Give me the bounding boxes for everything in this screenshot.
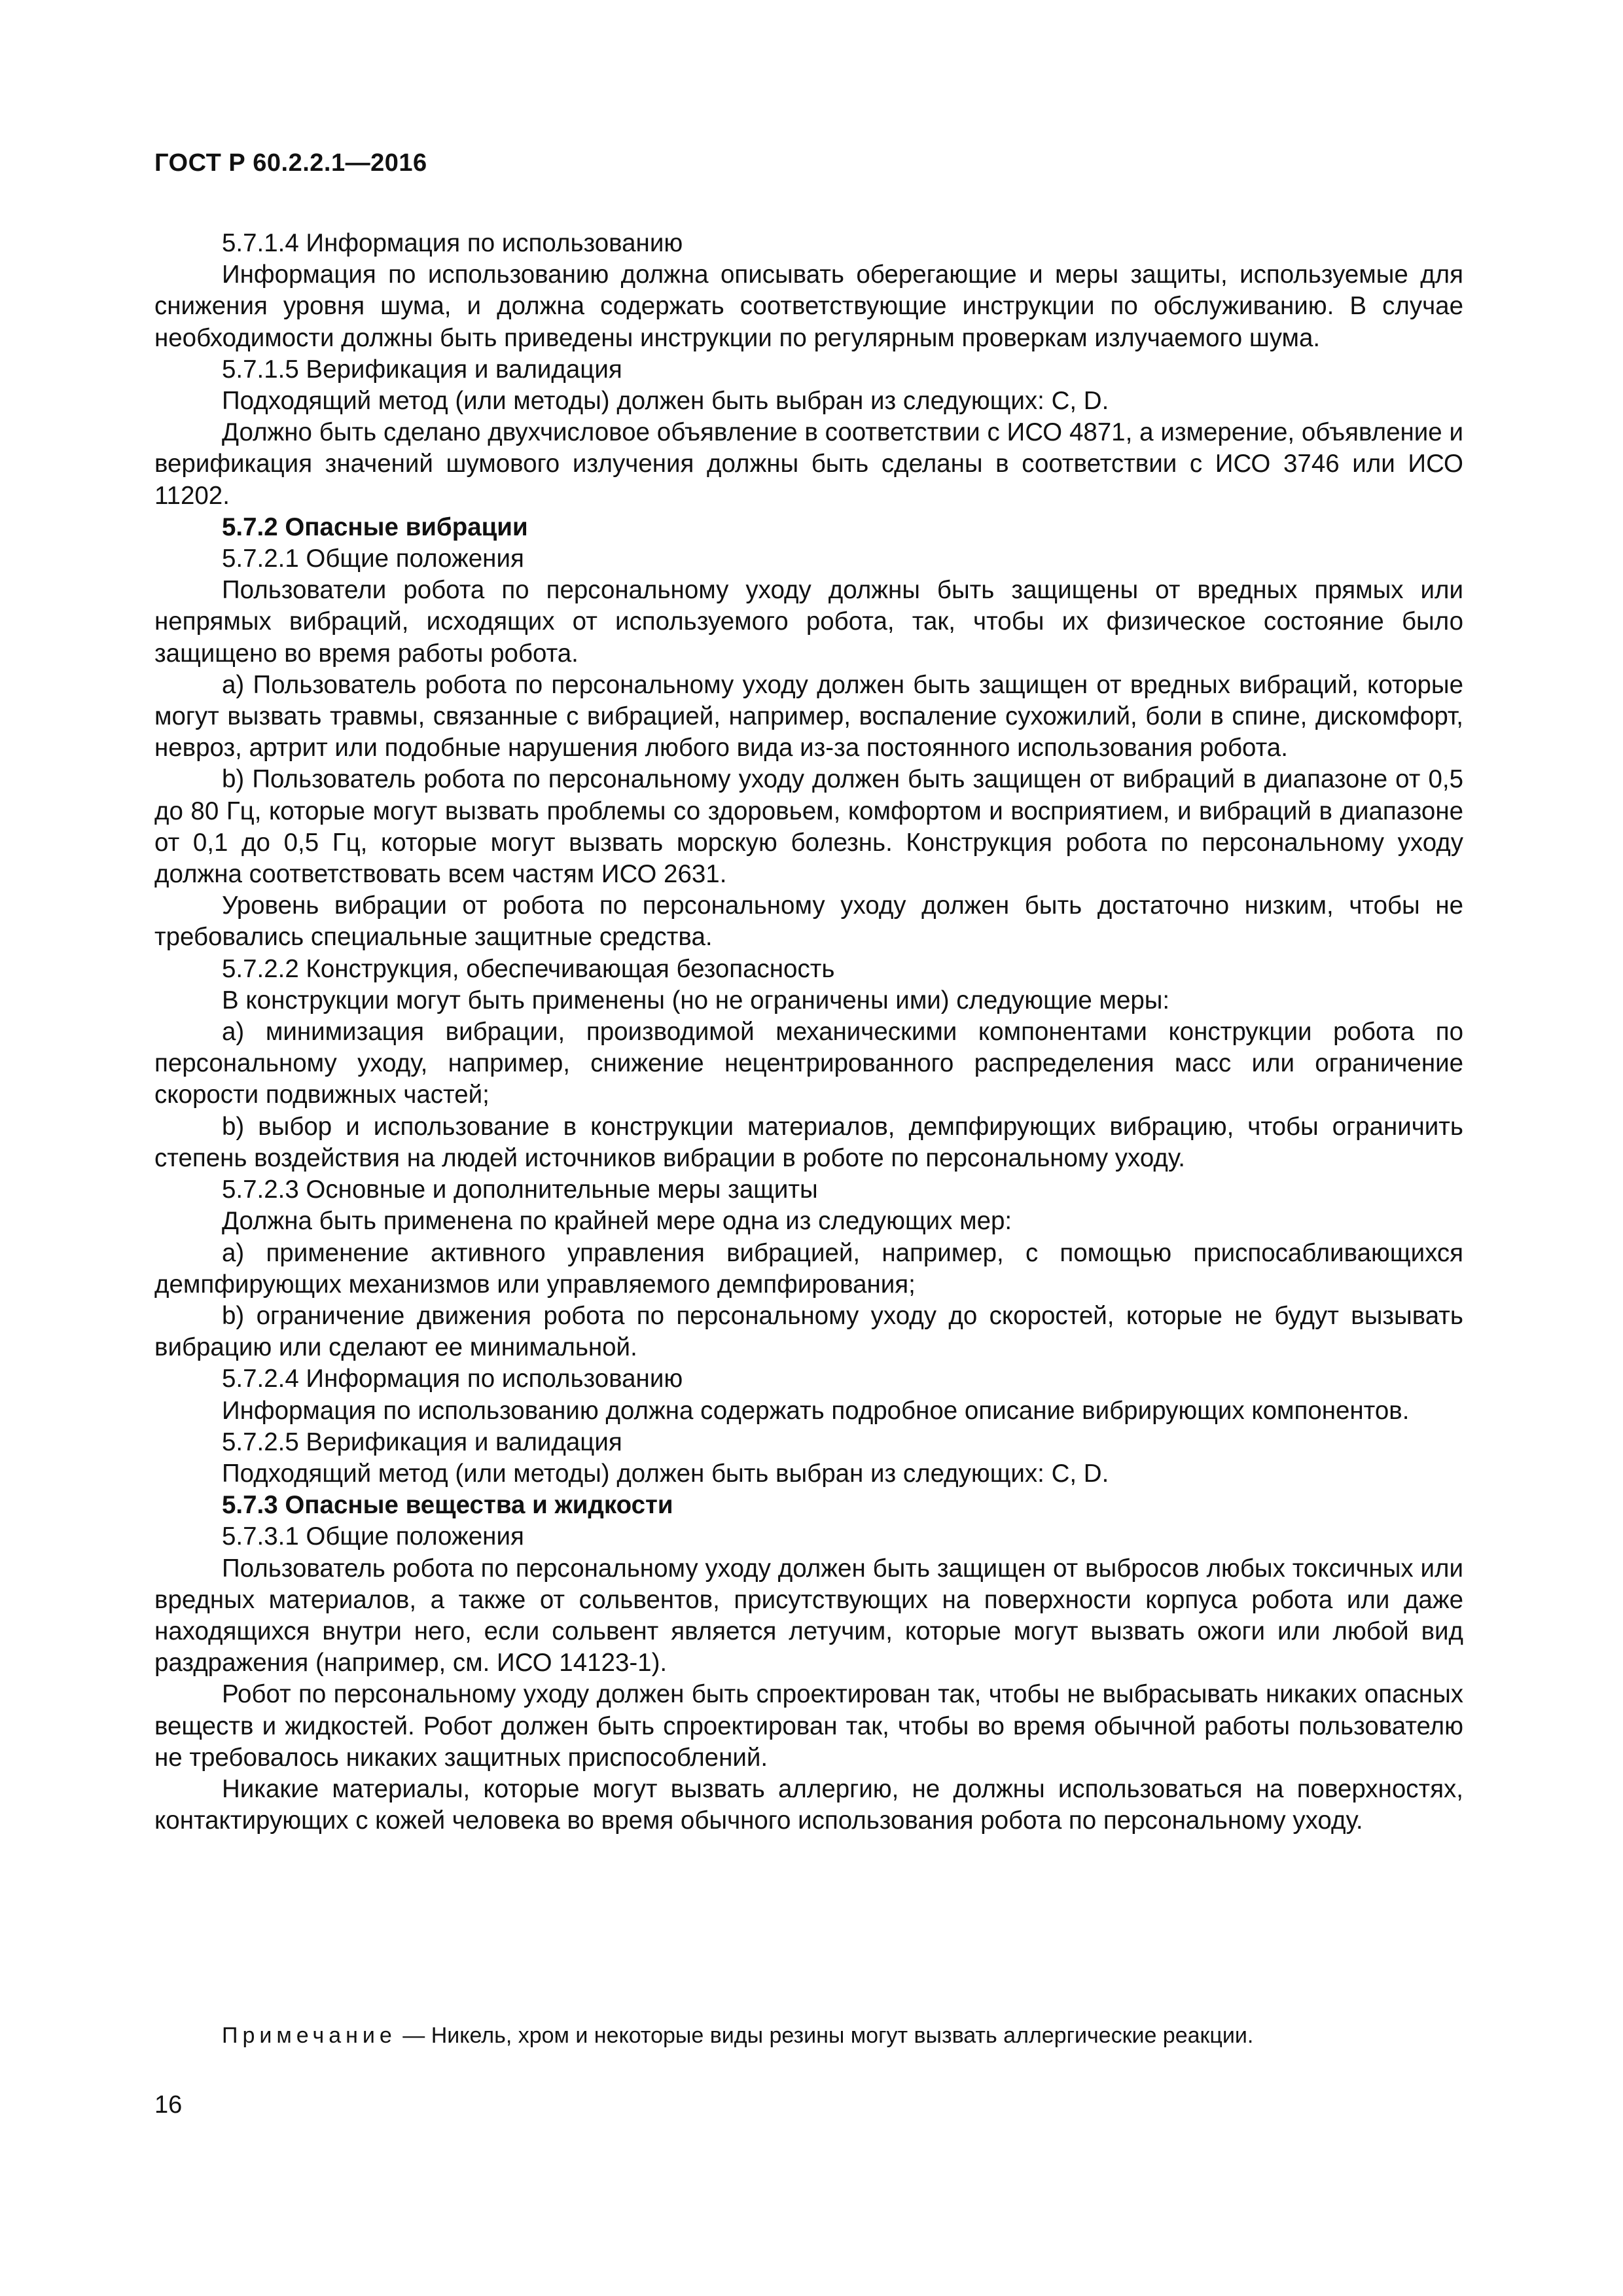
paragraph: a) Пользователь робота по персональному уходу должен быть защищен от вредных вибраций, которые могут вызвать травмы, связанные с вибрацией, например, воспаление сухожилий, боли в спине, дискомфорт, невроз, артрит или подобные нарушения любого вида из-за постоянного использования робота. bbox=[154, 670, 1463, 762]
page-number: 16 bbox=[154, 2091, 183, 2119]
paragraph: В конструкции могут быть применены (но не ограничены ими) следующие меры: bbox=[222, 986, 1170, 1014]
paragraph: b) Пользователь робота по персональному уходу должен быть защищен от вибраций в диапазоне от 0,5 до 80 Гц, которые могут вызвать проблемы со здоровьем, комфортом и восприятием, и вибраций в диапазоне от 0,1 до 0,5 Гц, которые могут вызвать морскую болезнь. Конструкция робота по персональному уходу должна соответствовать всем частям ИСО 2631. bbox=[154, 765, 1463, 889]
note bbox=[222, 2021, 1253, 2050]
section-heading: 5.7.3 Опасные вещества и жидкости bbox=[222, 1491, 673, 1520]
paragraph: 5.7.2.5 Верификация и валидация bbox=[222, 1427, 622, 1456]
paragraph: 5.7.3.1 Общие положения bbox=[222, 1522, 524, 1551]
note-text: — Никель, хром и некоторые виды резины могут вызвать аллергические реакции. bbox=[396, 2023, 1254, 2048]
paragraph: 5.7.1.4 Информация по использованию bbox=[222, 229, 683, 257]
paragraph: 5.7.2.1 Общие положения bbox=[222, 545, 524, 573]
paragraph: a) минимизация вибрации, производимой механическими компонентами конструкции робота по персональному уходу, например, снижение нецентрированного распределения масс или ограничение скорости подвижных частей; bbox=[154, 1018, 1463, 1109]
paragraph: Информация по использованию должна содержать подробное описание вибрирующих компонентов. bbox=[222, 1396, 1410, 1425]
document-body bbox=[154, 228, 1463, 1837]
section-heading: 5.7.2 Опасные вибрации bbox=[222, 512, 528, 541]
paragraph: 5.7.2.2 Конструкция, обеспечивающая безопасность bbox=[222, 954, 835, 983]
paragraph: a) применение активного управления вибрацией, например, с помощью приспосабливающихся демпфирующих механизмов или управляемого демпфирования; bbox=[154, 1238, 1463, 1299]
paragraph: Пользователи робота по персональному уходу должны быть защищены от вредных прямых или непрямых вибраций, исходящих от используемого робота, так, чтобы их физическое состояние было защищено во время работы робота. bbox=[154, 576, 1463, 668]
paragraph: 5.7.1.5 Верификация и валидация bbox=[222, 355, 622, 384]
paragraph: 5.7.2.4 Информация по использованию bbox=[222, 1365, 683, 1393]
document-header: ГОСТ Р 60.2.2.1—2016 bbox=[154, 149, 427, 177]
paragraph: Никакие материалы, которые могут вызвать аллергию, не должны использоваться на поверхностях, контактирующих с кожей человека во время обычного использования робота по персональному уходу. bbox=[154, 1774, 1463, 1835]
paragraph: Подходящий метод (или методы) должен быть выбран из следующих: С, D. bbox=[222, 1459, 1109, 1488]
paragraph: Информация по использованию должна описывать оберегающие и меры защиты, используемые для снижения уровня шума, и должна содержать соответствующие инструкции по обслуживанию. В случае необходимости должны быть приведены инструкции по регулярным проверкам излучаемого шума. bbox=[154, 260, 1463, 352]
paragraph: Подходящий метод (или методы) должен быть выбран из следующих: С, D. bbox=[222, 387, 1109, 416]
paragraph: Пользователь робота по персональному уходу должен быть защищен от выбросов любых токсичных или вредных материалов, а также от сольвентов, присутствующих на поверхности корпуса робота или даже находящихся внутри него, если сольвент является летучим, которые могут вызвать ожоги или любой вид раздражения (например, см. ИСО 14123-1). bbox=[154, 1554, 1463, 1677]
paragraph: 5.7.2.3 Основные и дополнительные меры защиты bbox=[222, 1175, 818, 1204]
paragraph: Должна быть применена по крайней мере одна из следующих мер: bbox=[222, 1207, 1012, 1236]
note-label: Примечание bbox=[222, 2023, 397, 2048]
paragraph: Должно быть сделано двухчисловое объявление в соответствии с ИСО 4871, а измерение, объявление и верификация значений шумового излучения должны быть сделаны в соответствии с ИСО 3746 или ИСО 11202. bbox=[154, 418, 1463, 510]
paragraph: b) ограничение движения робота по персональному уходу до скоростей, которые не будут вызывать вибрацию или сделают ее минимальной. bbox=[154, 1301, 1463, 1362]
paragraph: b) выбор и использование в конструкции материалов, демпфирующих вибрацию, чтобы ограничить степень воздействия на людей источников вибрации в роботе по персональному уходу. bbox=[154, 1112, 1463, 1172]
paragraph: Уровень вибрации от робота по персональному уходу должен быть достаточно низким, чтобы не требовались специальные защитные средства. bbox=[154, 891, 1463, 952]
paragraph: Робот по персональному уходу должен быть спроектирован так, чтобы не выбрасывать никаких опасных веществ и жидкостей. Робот должен быть спроектирован так, чтобы во время обычной работы пользователю не требовалось никаких защитных приспособлений. bbox=[154, 1680, 1463, 1772]
